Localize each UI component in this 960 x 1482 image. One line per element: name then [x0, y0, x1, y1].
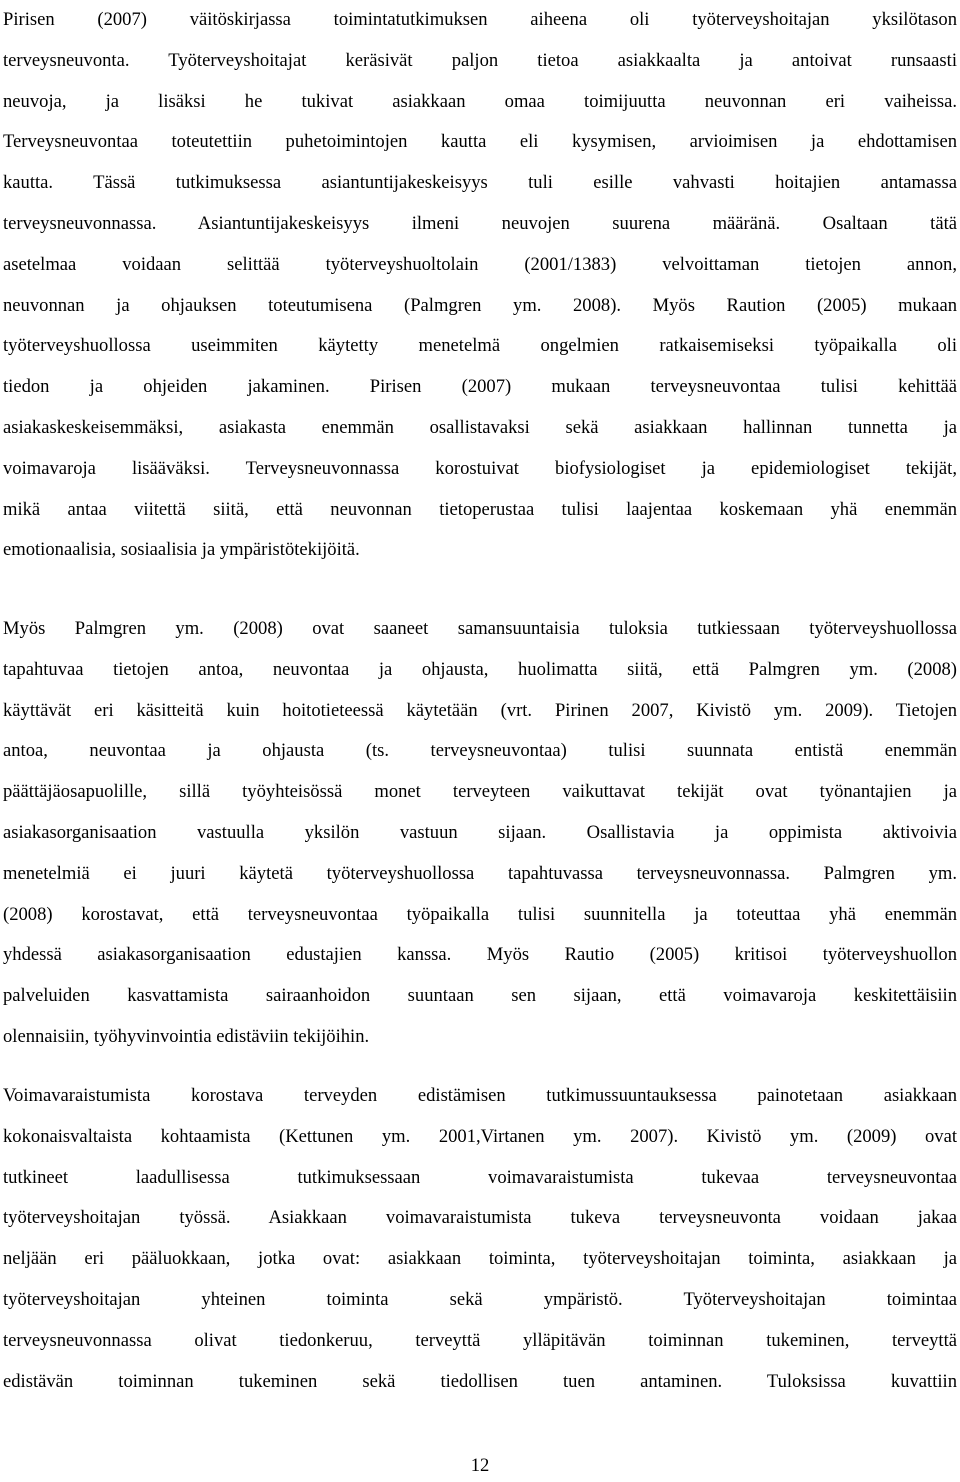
text-line: emotionaalisia, sosiaalisia ja ympäristötekijöitä.: [3, 539, 360, 561]
text-line: neuvoja, ja lisäksi he tukivat asiakkaan omaa toimijuutta neuvonnan eri vaiheissa.: [3, 90, 957, 112]
text-line: neljään eri pääluokkaan, jotka ovat: asiakkaan toiminta, työterveyshoitajan toiminta, asiakkaan ja: [3, 1248, 957, 1270]
text-line: mikä antaa viitettä siitä, että neuvonnan tietoperustaa tulisi laajentaa koskemaan yhä enemmän: [3, 498, 957, 520]
text-line: työterveyshoitajan yhteinen toiminta sekä ympäristö. Työterveyshoitajan toimintaa: [3, 1288, 957, 1310]
text-line: menetelmiä ei juuri käytetä työterveyshuollossa tapahtuvassa terveysneuvonnassa. Palmgren ym.: [3, 862, 957, 884]
text-line: kokonaisvaltaista kohtaamista (Kettunen ym. 2001,Virtanen ym. 2007). Kivistö ym. (2009) ovat: [3, 1125, 957, 1147]
text-line: käyttävät eri käsitteitä kuin hoitotieteessä käytetään (vrt. Pirinen 2007, Kivistö ym. 2009). Tietojen: [3, 699, 957, 721]
text-line: yhdessä asiakasorganisaation edustajien kanssa. Myös Rautio (2005) kritisoi työterveyshuollon: [3, 944, 957, 966]
paragraph-1: [3, 0, 957, 571]
text-line: terveysneuvonnassa. Asiantuntijakeskeisyys ilmeni neuvojen suurena määränä. Osaltaan tätä: [3, 212, 957, 234]
page-number: 12: [470, 1455, 490, 1476]
text-line: palveluiden kasvattamista sairaanhoidon suuntaan sen sijaan, että voimavaroja keskitettäisiin: [3, 985, 957, 1007]
text-line: edistävän toiminnan tukeminen sekä tiedollisen tuen antaminen. Tuloksissa kuvattiin: [3, 1370, 957, 1392]
text-line: Voimavaraistumista korostava terveyden edistämisen tutkimussuuntauksessa painotetaan asiakkaan: [3, 1085, 957, 1106]
text-line: Myös Palmgren ym. (2008) ovat saaneet samansuuntaisia tuloksia tutkiessaan työterveyshuollossa: [3, 618, 957, 639]
text-line: kautta. Tässä tutkimuksessa asiantuntijakeskeisyys tuli esille vahvasti hoitajien antamassa: [3, 172, 957, 194]
paragraph-3: [3, 1076, 957, 1402]
text-line: voimavaroja lisääväksi. Terveysneuvonnassa korostuivat biofysiologiset ja epidemiologiset tekijät,: [3, 457, 957, 479]
text-line: tutkineet laadullisessa tutkimuksessaan voimavaraistumista tukevaa terveysneuvontaa: [3, 1166, 957, 1188]
text-line: asiakasorganisaation vastuulla yksilön vastuun sijaan. Osallistavia ja oppimista aktivoivia: [3, 821, 957, 843]
text-line: Pirisen (2007) väitöskirjassa toimintatutkimuksen aiheena oli työterveyshoitajan yksilötason: [3, 9, 957, 30]
text-line: olennaisiin, työhyvinvointia edistäviin tekijöihin.: [3, 1025, 370, 1047]
text-line: asetelmaa voidaan selittää työterveyshuoltolain (2001/1383) velvoittaman tietojen annon,: [3, 253, 957, 275]
text-line: neuvonnan ja ohjauksen toteutumisena (Palmgren ym. 2008). Myös Raution (2005) mukaan: [3, 294, 957, 316]
paragraph-2: [3, 609, 957, 1058]
text-line: terveysneuvonta. Työterveyshoitajat keräsivät paljon tietoa asiakkaalta ja antoivat runsaasti: [3, 49, 957, 71]
text-line: työterveyshuollossa useimmiten käytetty menetelmä ongelmien ratkaisemiseksi työpaikalla oli: [3, 335, 957, 357]
document-page: [3, 0, 957, 1482]
text-line: antoa, neuvontaa ja ohjausta (ts. terveysneuvontaa) tulisi suunnata entistä enemmän: [3, 740, 957, 762]
text-line: Terveysneuvontaa toteutettiin puhetoimintojen kautta eli kysymisen, arvioimisen ja ehdottamisen: [3, 131, 957, 153]
text-line: tiedon ja ohjeiden jakaminen. Pirisen (2007) mukaan terveysneuvontaa tulisi kehittää: [3, 376, 957, 398]
text-line: tapahtuvaa tietojen antoa, neuvontaa ja ohjausta, huolimatta siitä, että Palmgren ym. (2008): [3, 658, 957, 680]
text-line: päättäjäosapuolille, sillä työyhteisössä monet terveyteen vaikuttavat tekijät ovat työnantajien ja: [3, 781, 957, 803]
text-line: asiakaskeskeisemmäksi, asiakasta enemmän osallistavaksi sekä asiakkaan hallinnan tunnetta ja: [3, 416, 957, 438]
text-line: terveysneuvonnassa olivat tiedonkeruu, terveyttä ylläpitävän toiminnan tukeminen, terveyttä: [3, 1329, 957, 1351]
text-line: työterveyshoitajan työssä. Asiakkaan voimavaraistumista tukeva terveysneuvonta voidaan jakaa: [3, 1207, 957, 1229]
text-line: (2008) korostavat, että terveysneuvontaa työpaikalla tulisi suunnitella ja toteuttaa yhä enemmän: [3, 903, 957, 925]
